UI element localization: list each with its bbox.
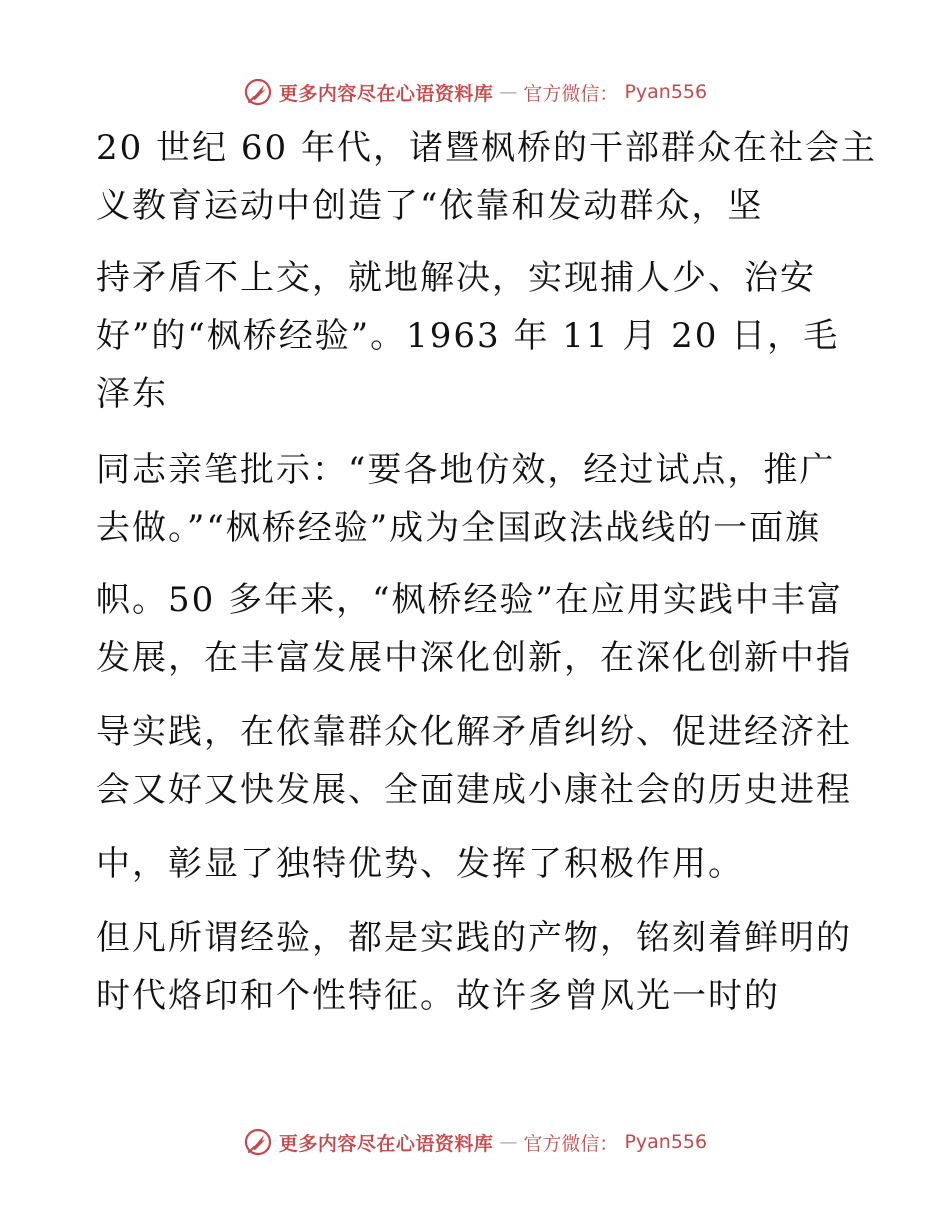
watermark-wechat-id: Pyan556 — [624, 1131, 708, 1153]
watermark-group — [243, 1127, 707, 1157]
body-line: 义教育运动中创造了“依靠和发动群众，坚 — [96, 186, 764, 226]
watermark-wechat-label: 官方微信： — [523, 82, 619, 105]
watermark-wechat-id: Pyan556 — [624, 81, 708, 103]
body-line: 导实践，在依靠群众化解矛盾纠纷、促进经济社 — [96, 712, 852, 752]
body-line: 去做。”“枫桥经验”成为全国政法战线的一面旗 — [96, 508, 822, 548]
body-line: 中，彰显了独特优势、发挥了积极作用。 — [96, 844, 744, 884]
body-line: 帜。50 多年来，“枫桥经验”在应用实践中丰富 — [96, 580, 843, 620]
body-line: 20 世纪 60 年代，诸暨枫桥的干部群众在社会主 — [96, 128, 877, 168]
body-line: 会又好又快发展、全面建成小康社会的历史进程 — [96, 770, 852, 810]
body-line: 时代烙印和个性特征。故许多曾风光一时的 — [96, 976, 780, 1016]
document-body — [96, 124, 877, 1070]
watermark-dash: — — [499, 1131, 518, 1153]
body-line: 持矛盾不上交，就地解决，实现捕人少、治安 — [96, 258, 816, 298]
quill-logo-icon — [243, 1127, 273, 1157]
watermark-site-text: 更多内容尽在心语资料库 — [278, 82, 494, 105]
watermark-group — [243, 77, 707, 107]
watermark-site-text: 更多内容尽在心语资料库 — [278, 1132, 494, 1155]
watermark-wechat-label: 官方微信： — [523, 1132, 619, 1155]
footer-watermark — [0, 1122, 950, 1162]
body-line: 泽东 — [96, 374, 168, 414]
body-line: 但凡所谓经验，都是实践的产物，铭刻着鲜明的 — [96, 918, 852, 958]
body-line: 发展，在丰富发展中深化创新，在深化创新中指 — [96, 638, 852, 678]
header-watermark — [0, 72, 950, 112]
body-line: 同志亲笔批示：“要各地仿效，经过试点，推广 — [96, 450, 836, 490]
body-line: 好”的“枫桥经验”。1963 年 11 月 20 日，毛 — [96, 316, 840, 356]
quill-logo-icon — [243, 77, 273, 107]
watermark-dash: — — [499, 81, 518, 103]
